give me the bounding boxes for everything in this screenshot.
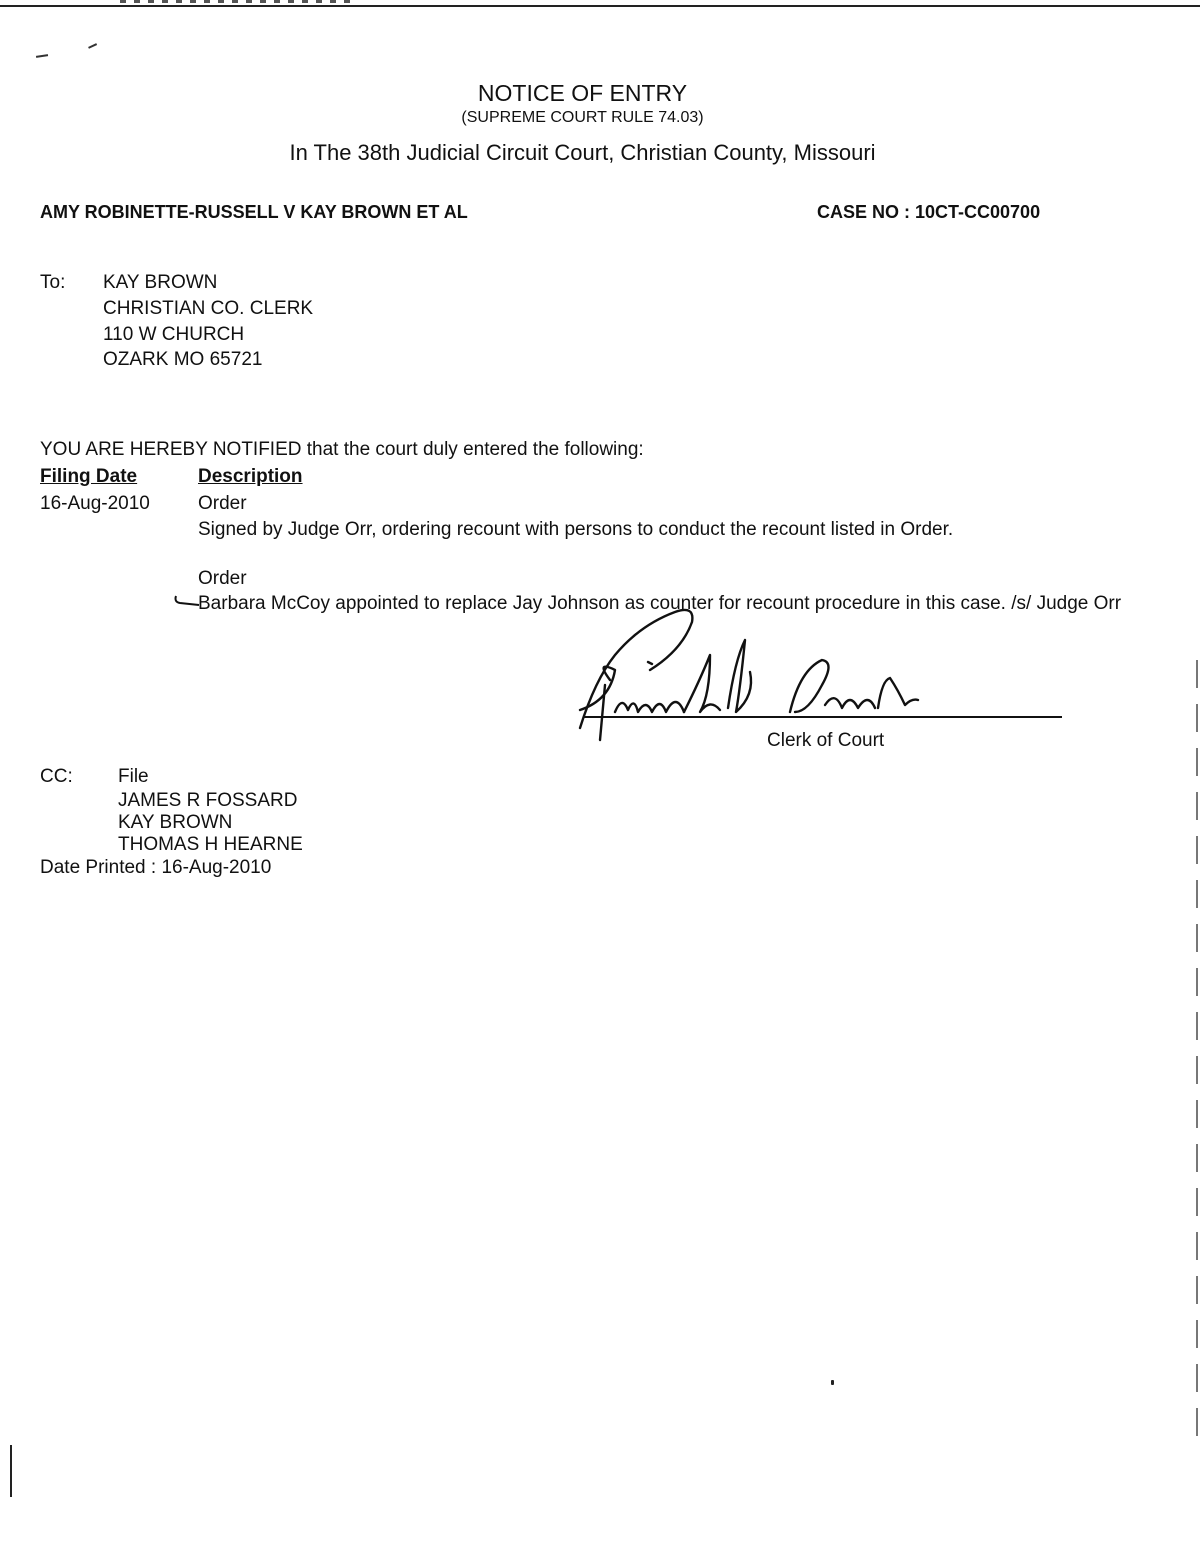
left-scan-edge <box>10 1445 12 1497</box>
entry-text: Barbara McCoy appointed to replace Jay Johnson as counter for recount procedure in this case. /s/ Judge Orr <box>198 593 1122 614</box>
entry-date: 16-Aug-2010 <box>40 493 150 514</box>
case-number: CASE NO : 10CT-CC00700 <box>817 202 1041 222</box>
top-border-rule <box>0 5 1200 7</box>
cc-recipient: KAY BROWN <box>118 812 233 833</box>
handwritten-check-mark <box>172 592 200 608</box>
description-header: Description <box>198 466 303 487</box>
cc-label: CC: <box>40 766 73 787</box>
rule-reference: (SUPREME COURT RULE 74.03) <box>461 109 704 126</box>
entry-text: Signed by Judge Orr, ordering recount with persons to conduct the recount listed in Order. <box>198 519 954 540</box>
notice-title: NOTICE OF ENTRY <box>477 80 688 106</box>
court-name: In The 38th Judicial Circuit Court, Christian County, Missouri <box>289 140 876 165</box>
clerk-title: Clerk of Court <box>767 730 885 751</box>
scan-speck <box>36 54 48 57</box>
date-printed: Date Printed : 16-Aug-2010 <box>40 857 272 878</box>
case-style: AMY ROBINETTE-RUSSELL V KAY BROWN ET AL <box>40 202 468 222</box>
entry-type: Order <box>198 568 247 589</box>
clerk-signature <box>560 600 940 750</box>
entry-type: Order <box>198 493 247 514</box>
filing-date-header: Filing Date <box>40 466 138 487</box>
cc-recipient: THOMAS H HEARNE <box>118 834 303 855</box>
right-scan-edge <box>1196 660 1198 1450</box>
cc-recipient: File <box>118 766 149 787</box>
recipient-office: CHRISTIAN CO. CLERK <box>103 298 314 319</box>
notification-text: YOU ARE HEREBY NOTIFIED that the court duly entered the following: <box>40 439 644 460</box>
to-label: To: <box>40 272 66 293</box>
recipient-street: 110 W CHURCH <box>103 324 245 345</box>
recipient-city: OZARK MO 65721 <box>103 349 263 370</box>
cc-recipient: JAMES R FOSSARD <box>118 790 298 811</box>
scan-speck <box>88 43 97 48</box>
scan-speck <box>831 1380 834 1385</box>
recipient-name: KAY BROWN <box>103 272 218 293</box>
top-scan-marks <box>120 0 350 3</box>
